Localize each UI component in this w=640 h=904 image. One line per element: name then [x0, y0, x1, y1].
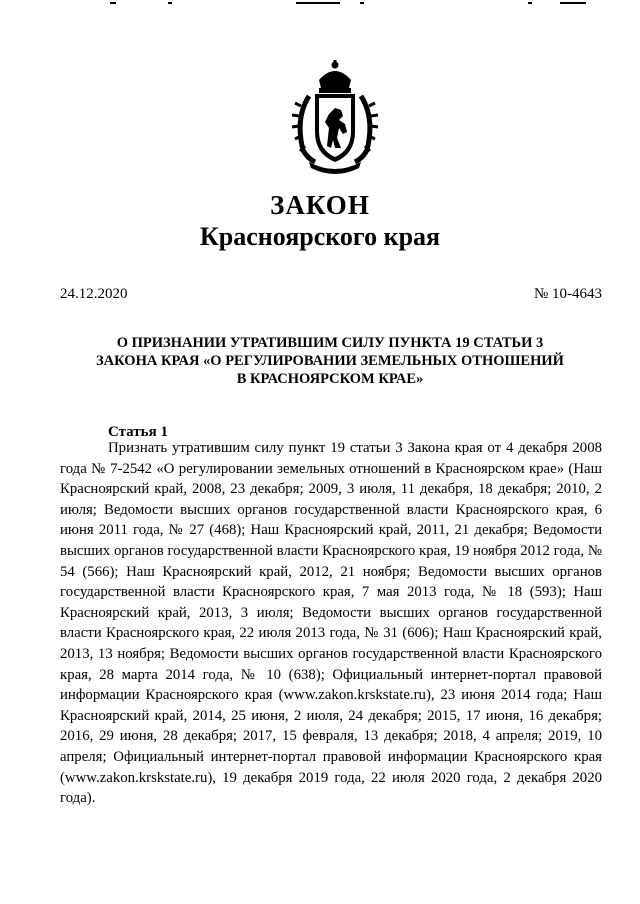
region-title: Красноярского края: [199, 222, 441, 251]
document-title: [60, 334, 600, 388]
document-title-line: В КРАСНОЯРСКОМ КРАЕ»: [236, 371, 424, 387]
law-number: № 10-4643: [533, 286, 602, 302]
law-date: 24.12.2020: [60, 286, 128, 302]
document-title-line: ЗАКОНА КРАЯ «О РЕГУЛИРОВАНИИ ЗЕМЕЛЬНЫХ ОТНОШЕНИЙ: [96, 353, 564, 369]
article-heading: Статья 1: [108, 424, 168, 440]
krasnoyarsk-coat-of-arms-icon: [289, 58, 381, 176]
article-body: Признать утратившим силу пункт 19 статьи 3 Закона края от 4 декабря 2008 года № 7-2542 «О регулировании земельных отношений в Красноярском крае» (Наш Красноярский край, 2008, 23 декабря; 2009, 3 июля, 11 декабря, 18 декабря; 2010, 2 июля; Ведомости высших органов государственной власти Красноярского края, 6 июня 2011 года, № 27 (468); Наш Красноярский край, 2011, 21 декабря; Ведомости высших органов государственной власти Красноярского края, 19 ноября 2012 года, № 54 (566); Наш Красноярский край, 2012, 21 ноября; Ведомости высших органов государственной власти Красноярского края, 7 мая 2013 года, № 18 (593); Наш Красноярский край, 2013, 3 июля; Ведомости высших органов государственной власти Красноярского края, 22 июля 2013 года, № 31 (606); Наш Красноярский край, 2013, 13 ноября; Ведомости высших органов государственной власти Красноярского края, 28 марта 2014 года, № 10 (638); Официальный интернет-портал правовой информации Красноярского края (www.zakon.krskstate.ru), 23 июня 2014 года; Наш Красноярский край, 2014, 25 июня, 2 июля, 24 декабря; 2015, 17 июня, 16 декабря; 2016, 29 июня, 28 декабря; 2017, 15 февраля, 13 декабря; 2018, 4 апреля; 2019, 10 апреля; Официальный интернет-портал правовой информации Красноярского края (www.zakon.krskstate.ru), 19 декабря 2019 года, 22 июля 2020 года, 2 декабря 2020 года).: [60, 440, 602, 807]
scan-artifact-marks: [0, 0, 640, 8]
document-title-line: О ПРИЗНАНИИ УТРАТИВШИМ СИЛУ ПУНКТА 19 СТАТЬИ 3: [116, 335, 544, 351]
law-title: ЗАКОН: [270, 190, 370, 220]
